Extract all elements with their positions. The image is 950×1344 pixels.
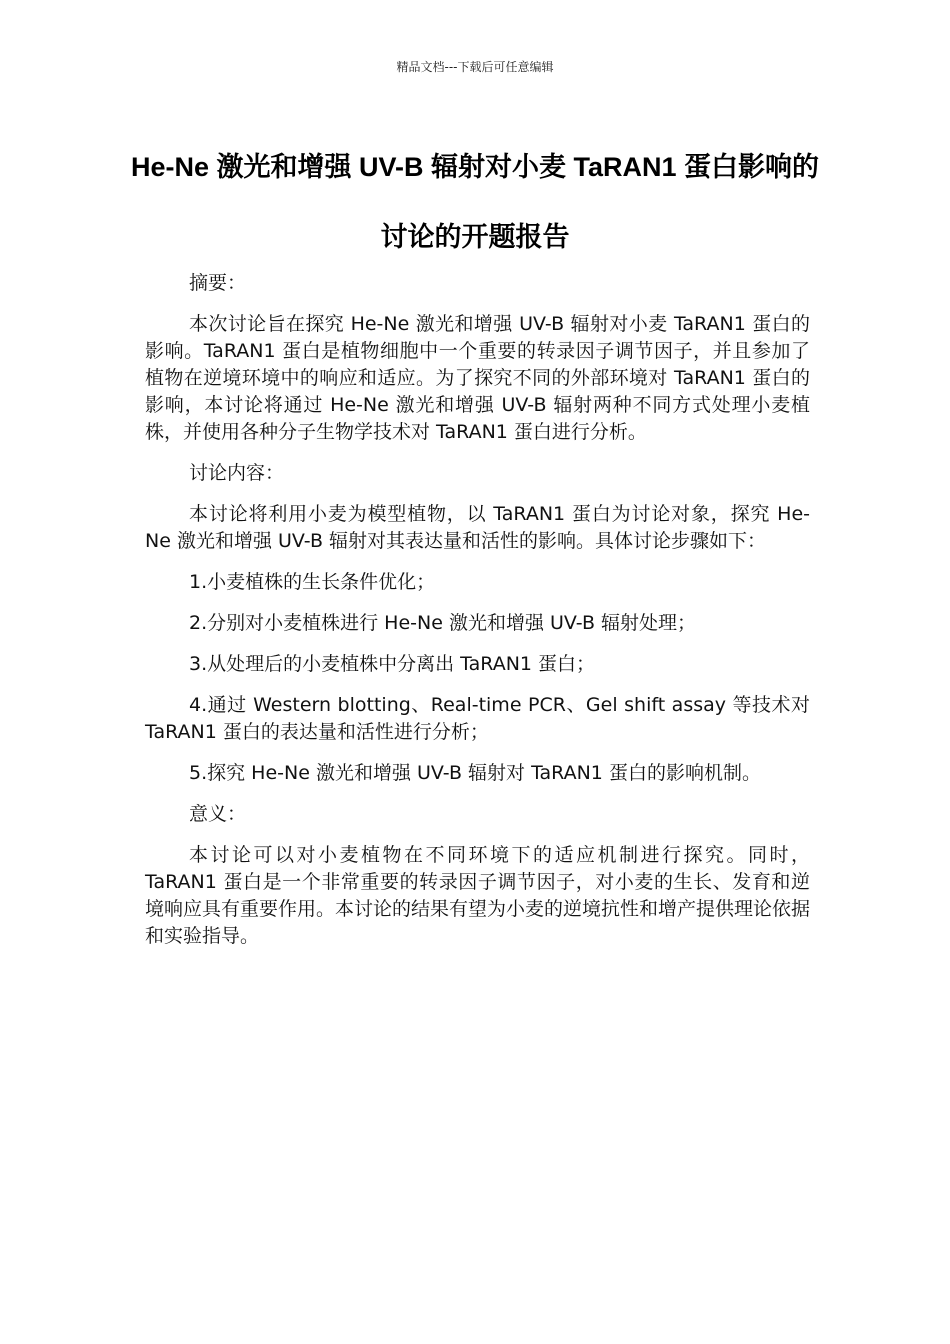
step-item-3: 3.从处理后的小麦植株中分离出 TaRAN1 蛋白； (189, 653, 596, 675)
header-note: 精品文档---下载后可任意编辑 (396, 60, 554, 74)
content-intro-paragraph: 本讨论将利用小麦为模型植物，以 TaRAN1 蛋白为讨论对象，探究 He-Ne 激光和增强 UV-B 辐射对其表达量和活性的影响。具体讨论步骤如下： (145, 503, 810, 552)
document-title: He-Ne 激光和增强 UV-B 辐射对小麦 TaRAN1 蛋白影响的讨论的开题报告 (130, 152, 820, 252)
abstract-paragraph: 本次讨论旨在探究 He-Ne 激光和增强 UV-B 辐射对小麦 TaRAN1 蛋白的影响。TaRAN1 蛋白是植物细胞中一个重要的转录因子调节因子，并且参加了植物在逆境环境中的响应和适应。为了探究不同的外部环境对 TaRAN1 蛋白的影响，本讨论将通过 He-Ne 激光和增强 UV-B 辐射两种不同方式处理小麦植株，并使用各种分子生物学技术对 TaRAN1 蛋白进行分析。 (145, 313, 810, 443)
abstract-heading: 摘要： (189, 272, 247, 294)
significance-heading: 意义： (189, 803, 247, 825)
step-item-5: 5.探究 He-Ne 激光和增强 UV-B 辐射对 TaRAN1 蛋白的影响机制。 (189, 762, 761, 784)
document-body (145, 270, 810, 964)
content-heading: 讨论内容： (189, 462, 285, 484)
step-item-4: 4.通过 Western blotting、Real-time PCR、Gel shift assay 等技术对 TaRAN1 蛋白的表达量和活性进行分析； (145, 694, 810, 743)
step-item-2: 2.分别对小麦植株进行 He-Ne 激光和增强 UV-B 辐射处理； (189, 612, 697, 634)
step-item-1: 1.小麦植株的生长条件优化； (189, 571, 436, 593)
significance-paragraph: 本讨论可以对小麦植物在不同环境下的适应机制进行探究。同时，TaRAN1 蛋白是一个非常重要的转录因子调节因子，对小麦的生长、发育和逆境响应具有重要作用。本讨论的结果有望为小麦的逆境抗性和增产提供理论依据和实验指导。 (145, 844, 811, 947)
